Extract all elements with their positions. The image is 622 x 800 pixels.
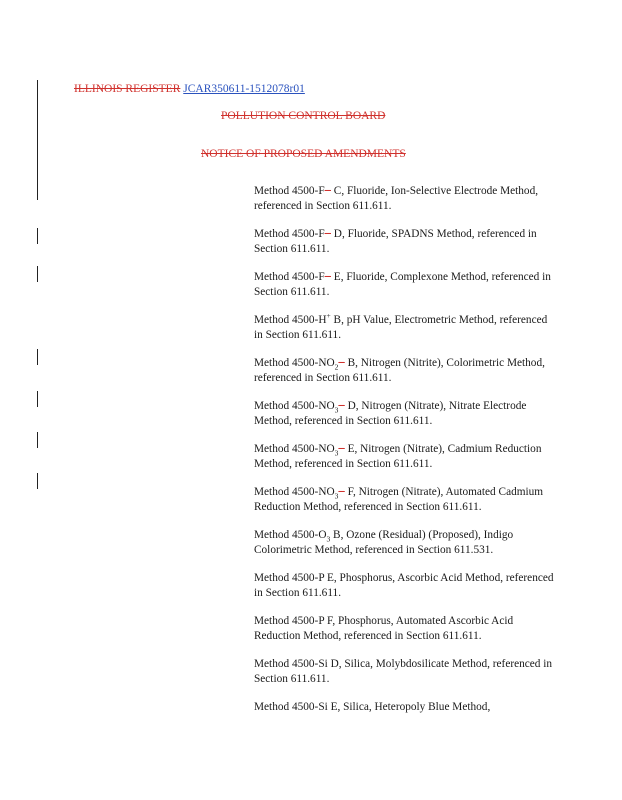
method-item (254, 399, 554, 429)
method-item (254, 184, 554, 214)
method-item (254, 313, 554, 343)
method-text: Method $4500-NO_3- E$, Nitrogen (Nitrate), Cadmium Reduction Method, referenced in Section 611.611. (254, 443, 542, 470)
method-text: Method $4500-NO_3- D$, Nitrogen (Nitrate), Nitrate Electrode Method, referenced in Section 611.611. (254, 400, 527, 427)
change-bar (37, 432, 38, 448)
method-text: Method 4500-P E, Phosphorus, Ascorbic Acid Method, referenced in Section 611.611. (254, 572, 554, 599)
method-list (254, 184, 554, 728)
method-text: Method $4500-O_3$ B, Ozone (Residual) (Proposed), Indigo Colorimetric Method, referenced in Section 611.531. (254, 529, 514, 556)
change-bar (37, 80, 38, 200)
method-item (254, 614, 554, 644)
method-text: Method 4500-P F, Phosphorus, Automated Ascorbic Acid Reduction Method, referenced in Section 611.611. (254, 615, 514, 642)
method-text: Method 4500-Si E, Silica, Heteropoly Blue Method, (254, 701, 491, 713)
method-item (254, 528, 554, 558)
method-item (254, 700, 554, 715)
method-text: Method 4500-Si D, Silica, Molybdosilicate Method, referenced in Section 611.611. (254, 658, 553, 685)
method-text: Method 4500-F− C, Fluoride, Ion-Selective Electrode Method, referenced in Section 611.611. (254, 185, 539, 212)
method-item (254, 485, 554, 515)
method-item (254, 270, 554, 300)
method-item (254, 227, 554, 257)
register-title-deleted: ILLINOIS REGISTER (74, 83, 181, 95)
change-bar (37, 473, 38, 489)
register-id-inserted: JCAR350611-1512078r01 (183, 83, 305, 95)
method-text: Method 4500-H+ B, pH Value, Electrometric Method, referenced in Section 611.611. (254, 311, 548, 341)
method-item (254, 657, 554, 687)
change-bar (37, 391, 38, 407)
method-text: Method $4500-NO_3- F$, Nitrogen (Nitrate), Automated Cadmium Reduction Method, referenced in Section 611.611. (254, 486, 544, 513)
method-text: Method 4500-F− E, Fluoride, Complexone Method, referenced in Section 611.611. (254, 271, 551, 298)
change-bar (37, 266, 38, 282)
notice-title: NOTICE OF PROPOSED AMENDMENTS (201, 148, 406, 160)
method-item (254, 571, 554, 601)
register-header (74, 82, 305, 96)
method-text: Method 4500-F− D, Fluoride, SPADNS Method, referenced in Section 611.611. (254, 228, 537, 255)
method-text: Method $4500-NO_2- B$, Nitrogen (Nitrite), Colorimetric Method, referenced in Section 611.611. (254, 357, 545, 384)
board-name: POLLUTION CONTROL BOARD (221, 110, 386, 122)
change-bar (37, 349, 38, 365)
method-item (254, 442, 554, 472)
method-item (254, 356, 554, 386)
change-bar (37, 228, 38, 244)
